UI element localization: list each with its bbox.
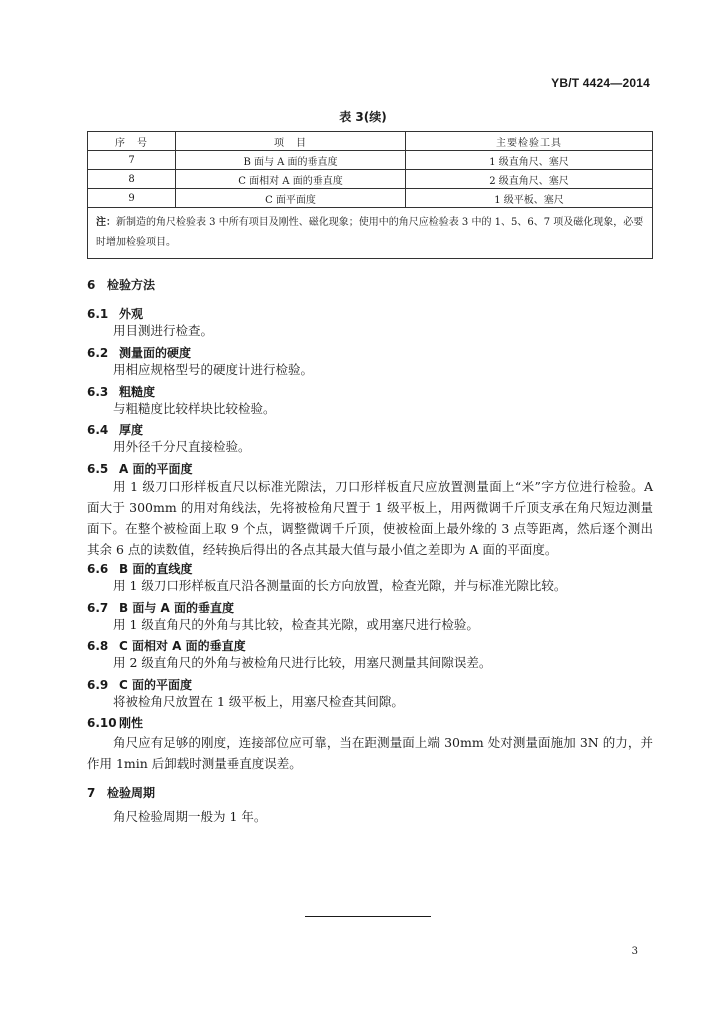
table-cell: C 面相对 A 面的垂直度 — [176, 170, 406, 189]
table-cell: C 面平面度 — [176, 189, 406, 208]
section-number: 6.10 — [87, 716, 117, 730]
section-number: 6.8 — [87, 639, 109, 653]
table-row — [88, 189, 653, 208]
section-number: 6.6 — [87, 562, 109, 576]
table-note — [88, 208, 653, 259]
end-rule — [305, 916, 431, 917]
table-row — [88, 170, 653, 189]
standard-code: YB/T 4424—2014 — [551, 76, 650, 90]
note-text: 新制造的角尺检验表 3 中所有项目及刚性、磁化现象；使用中的角尺应检验表 3 中的 1、5、6、7 项及磁化现象，必要时增加检验项目。 — [96, 217, 644, 248]
section-number: 6.4 — [87, 423, 109, 437]
section-body: 与粗糙度比较样块比较检验。 — [113, 401, 276, 416]
section-title: 测量面的硬度 — [119, 346, 192, 360]
table-caption: 表 3(续) — [339, 110, 387, 124]
section-heading — [87, 276, 155, 293]
column-header: 主要检验工具 — [406, 132, 653, 151]
section-number: 6.9 — [87, 678, 109, 692]
table-cell: 7 — [88, 151, 176, 170]
section-title: 外观 — [119, 307, 144, 321]
section-title: B 面与 A 面的垂直度 — [119, 601, 234, 615]
section-body: 用 1 级刀口形样板直尺以标准光隙法，刀口形样板直尺应放置测量面上“米”字方位进行检验。A 面大于 300mm 的用对角线法，先将被检角尺置于 1 级平板上，用两微调千斤顶支承在角尺短边测量面下。在整个被检面上取 9 个点，调整微调千斤顶，使被检面上最外缘的 3 点等距离，然后逐个测出其余 6 点的读数值，经转换后得出的各点其最大值与最小值之差即为 A 面的平面度。 — [87, 479, 653, 557]
section-title: 粗糙度 — [119, 385, 156, 399]
section-body: 角尺应有足够的刚度，连接部位应可靠，当在距测量面上端 30mm 处对测量面施加 3N 的力，并作用 1min 后卸载时测量垂直度误差。 — [87, 735, 653, 771]
inspection-table — [87, 131, 653, 259]
section-body: 用 1 级刀口形样板直尺沿各测量面的长方向放置，检查光隙，并与标准光隙比较。 — [113, 578, 567, 593]
table-cell: 1 级平板、塞尺 — [406, 189, 653, 208]
section-body: 用外径千分尺直接检验。 — [113, 439, 251, 454]
section-title: 检验方法 — [107, 278, 156, 292]
column-header: 序 号 — [88, 132, 176, 151]
subsection-heading — [87, 714, 143, 731]
section-title: C 面的平面度 — [119, 678, 192, 692]
subsection-heading — [87, 460, 192, 477]
section-number: 6.1 — [87, 307, 109, 321]
section-body: 用 2 级直角尺的外角与被检角尺进行比较，用塞尺测量其间隙误差。 — [113, 655, 492, 670]
column-header: 项 目 — [176, 132, 406, 151]
section-title: 厚度 — [119, 423, 144, 437]
section-body: 将被检角尺放置在 1 级平板上，用塞尺检查其间隙。 — [113, 694, 404, 709]
table-row — [88, 151, 653, 170]
section-body: 角尺检验周期一般为 1 年。 — [113, 809, 267, 824]
section-body: 用目测进行检查。 — [113, 323, 214, 338]
section-number: 6.2 — [87, 346, 109, 360]
table-cell: 2 级直角尺、塞尺 — [406, 170, 653, 189]
table-cell: 1 级直角尺、塞尺 — [406, 151, 653, 170]
table-header-row — [88, 132, 653, 151]
table-cell: 9 — [88, 189, 176, 208]
page-number: 3 — [631, 946, 638, 957]
section-heading — [87, 784, 155, 801]
section-body: 用 1 级直角尺的外角与其比较，检查其光隙，或用塞尺进行检验。 — [113, 617, 479, 632]
section-number: 6.3 — [87, 385, 109, 399]
section-title: 刚性 — [119, 716, 144, 730]
section-number: 6.5 — [87, 462, 109, 476]
note-label: 注： — [96, 217, 116, 228]
table-note-row — [88, 208, 653, 259]
section-title: C 面相对 A 面的垂直度 — [119, 639, 246, 653]
section-title: 检验周期 — [107, 786, 156, 800]
section-title: B 面的直线度 — [119, 562, 193, 576]
table-cell: B 面与 A 面的垂直度 — [176, 151, 406, 170]
section-number: 6.7 — [87, 601, 109, 615]
section-number: 7 — [87, 786, 96, 800]
section-number: 6 — [87, 278, 96, 292]
section-body: 用相应规格型号的硬度计进行检验。 — [113, 362, 314, 377]
table-cell: 8 — [88, 170, 176, 189]
section-title: A 面的平面度 — [119, 462, 193, 476]
